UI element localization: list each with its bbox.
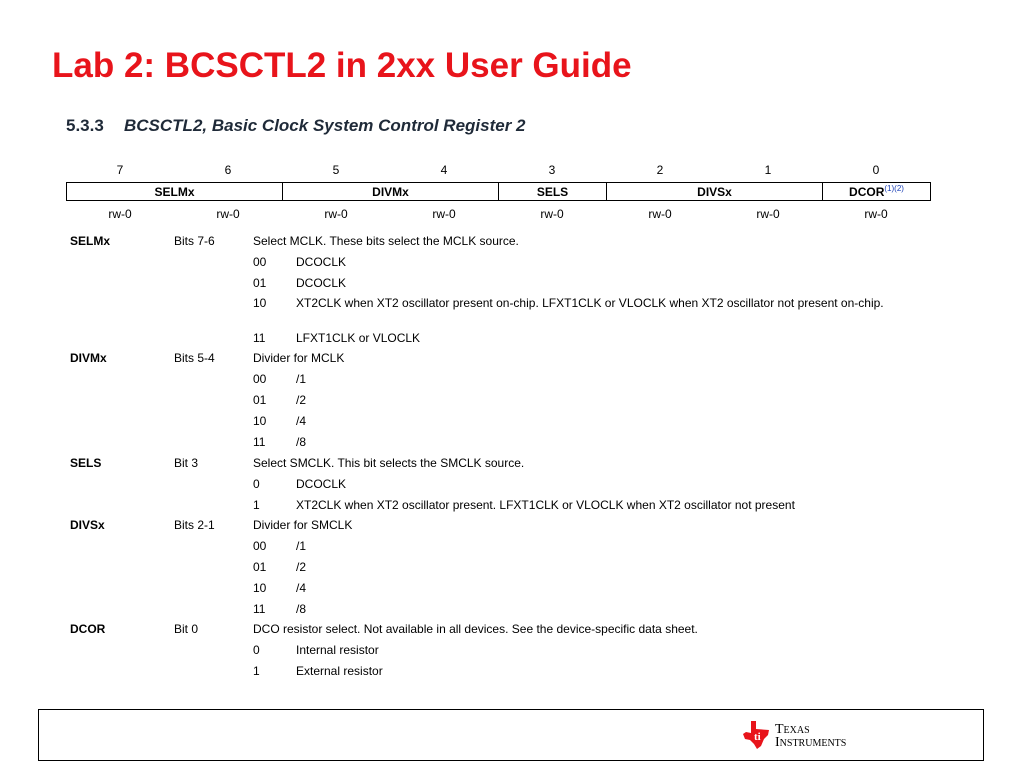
option-text: DCOCLK — [296, 255, 347, 269]
access-type: rw-0 — [756, 207, 780, 221]
option-value: 10 — [253, 296, 267, 310]
field-text: Divider for SMCLK — [253, 518, 353, 532]
option-text: DCOCLK — [296, 276, 347, 290]
option-value: 10 — [253, 414, 267, 428]
option-text: LFXT1CLK or VLOCLK — [296, 331, 421, 345]
register-field-sels: SELS — [499, 183, 607, 201]
access-type: rw-0 — [108, 207, 132, 221]
field-bits: Bits 5-4 — [174, 351, 215, 365]
option-text: External resistor — [296, 664, 383, 678]
field-name: SELMx — [70, 234, 111, 248]
section-number: 5.3.3 — [66, 116, 104, 135]
footnote-link[interactable]: (1)(2) — [884, 184, 904, 193]
access-type: rw-0 — [864, 207, 888, 221]
access-row — [66, 207, 931, 223]
register-field-divsx: DIVSx — [607, 183, 823, 201]
bit-number-row — [66, 163, 931, 179]
option-text: /8 — [296, 602, 307, 616]
bit-number: 2 — [656, 163, 664, 177]
option-text: XT2CLK when XT2 oscillator present. LFXT1CLK or VLOCLK when XT2 oscillator not present — [296, 498, 795, 512]
access-type: rw-0 — [216, 207, 240, 221]
option-value: 00 — [253, 255, 267, 269]
field-name: DIVMx — [70, 351, 107, 365]
svg-text:ti: ti — [754, 731, 761, 743]
field-bits: Bits 2-1 — [174, 518, 215, 532]
register-field-label: DCOR — [849, 185, 885, 199]
option-value: 1 — [253, 498, 260, 512]
option-text: XT2CLK when XT2 oscillator present on-chip. LFXT1CLK or VLOCLK when XT2 oscillator not present on-chip. — [296, 296, 884, 310]
option-text: /2 — [296, 560, 307, 574]
option-value: 00 — [253, 539, 267, 553]
option-value: 01 — [253, 276, 267, 290]
section-heading — [66, 116, 526, 136]
option-text: /1 — [296, 539, 307, 553]
option-value: 01 — [253, 560, 267, 574]
field-bits: Bit 3 — [174, 456, 199, 470]
option-value: 11 — [253, 602, 266, 616]
bit-number: 5 — [332, 163, 340, 177]
access-type: rw-0 — [540, 207, 564, 221]
option-value: 0 — [253, 643, 260, 657]
option-value: 11 — [253, 331, 266, 345]
logo-line-1: Texas — [775, 722, 810, 737]
slide-title: Lab 2: BCSCTL2 in 2xx User Guide — [52, 46, 632, 85]
field-bits: Bits 7-6 — [174, 234, 215, 248]
bit-number: 1 — [764, 163, 772, 177]
bit-number: 3 — [548, 163, 556, 177]
option-text: /4 — [296, 414, 307, 428]
field-text: DCO resistor select. Not available in all devices. See the device-specific data sheet. — [253, 622, 698, 636]
field-text: Select MCLK. These bits select the MCLK source. — [253, 234, 519, 248]
logo-line-2: Instruments — [775, 735, 847, 750]
field-bits: Bit 0 — [174, 622, 199, 636]
option-text: /4 — [296, 581, 307, 595]
option-text: /1 — [296, 372, 307, 386]
texas-state-icon — [742, 720, 770, 750]
section-title: BCSCTL2, Basic Clock System Control Register 2 — [124, 116, 526, 135]
access-type: rw-0 — [648, 207, 672, 221]
bit-number: 6 — [224, 163, 232, 177]
field-name: SELS — [70, 456, 102, 470]
field-text: Select SMCLK. This bit selects the SMCLK source. — [253, 456, 525, 470]
access-type: rw-0 — [432, 207, 456, 221]
register-field-selmx: SELMx — [67, 183, 283, 201]
logo-wordmark — [775, 723, 846, 749]
bit-number: 0 — [872, 163, 880, 177]
bit-number: 7 — [116, 163, 124, 177]
register-field-table — [66, 182, 931, 201]
texas-instruments-logo — [742, 720, 882, 754]
option-value: 00 — [253, 372, 267, 386]
field-name: DIVSx — [70, 518, 105, 532]
option-value: 11 — [253, 435, 266, 449]
option-text: Internal resistor — [296, 643, 379, 657]
register-field-dcor — [823, 183, 931, 201]
option-value: 01 — [253, 393, 267, 407]
option-value: 10 — [253, 581, 267, 595]
field-text: Divider for MCLK — [253, 351, 345, 365]
access-type: rw-0 — [324, 207, 348, 221]
option-value: 0 — [253, 477, 260, 491]
option-text: /2 — [296, 393, 307, 407]
option-text: DCOCLK — [296, 477, 347, 491]
bit-number: 4 — [440, 163, 448, 177]
field-name: DCOR — [70, 622, 106, 636]
option-value: 1 — [253, 664, 260, 678]
register-field-divmx: DIVMx — [283, 183, 499, 201]
option-text: /8 — [296, 435, 307, 449]
